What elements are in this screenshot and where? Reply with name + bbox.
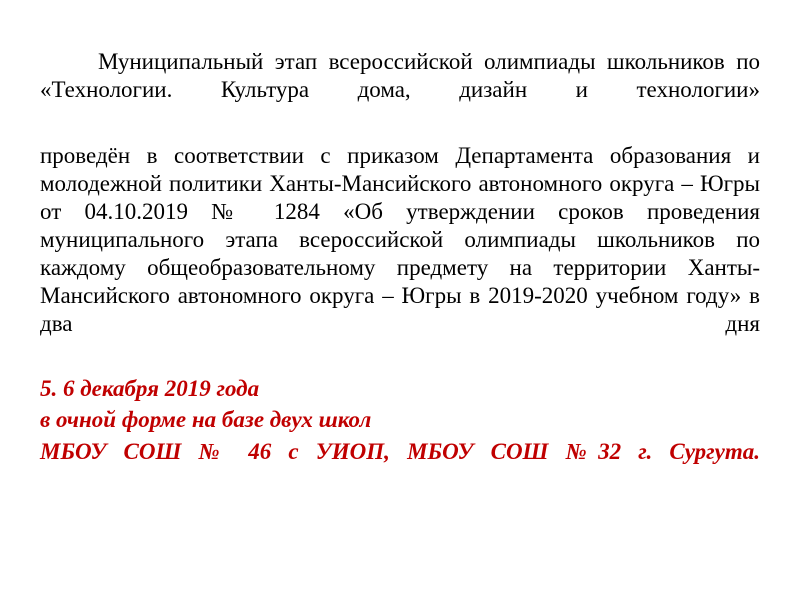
- paragraph-body: проведён в соответствии с приказом Департамента образования и молодежной политики Ханты-Мансийского автономного округа – Югры от 04.10.2019 № 1284 «Об утверждении сроков проведения муниципального этапа всероссийской олимпиады школьников по каждому общеобразовательному предмету на территории Ханты-Мансийского автономного округа – Югры в 2019-2020 учебном году» в два дня: [40, 143, 760, 337]
- paragraph-form: в очной форме на базе двух школ: [40, 407, 372, 433]
- paragraph-schools: МБОУ СОШ № 46 с УИОП, МБОУ СОШ №32 г. Сургута.: [40, 439, 760, 465]
- paragraph-date: 5. 6 декабря 2019 года: [40, 375, 260, 401]
- paragraph-intro: Муниципальный этап всероссийской олимпиады школьников по «Технологии. Культура дома, дизайн и технологии»: [40, 49, 760, 103]
